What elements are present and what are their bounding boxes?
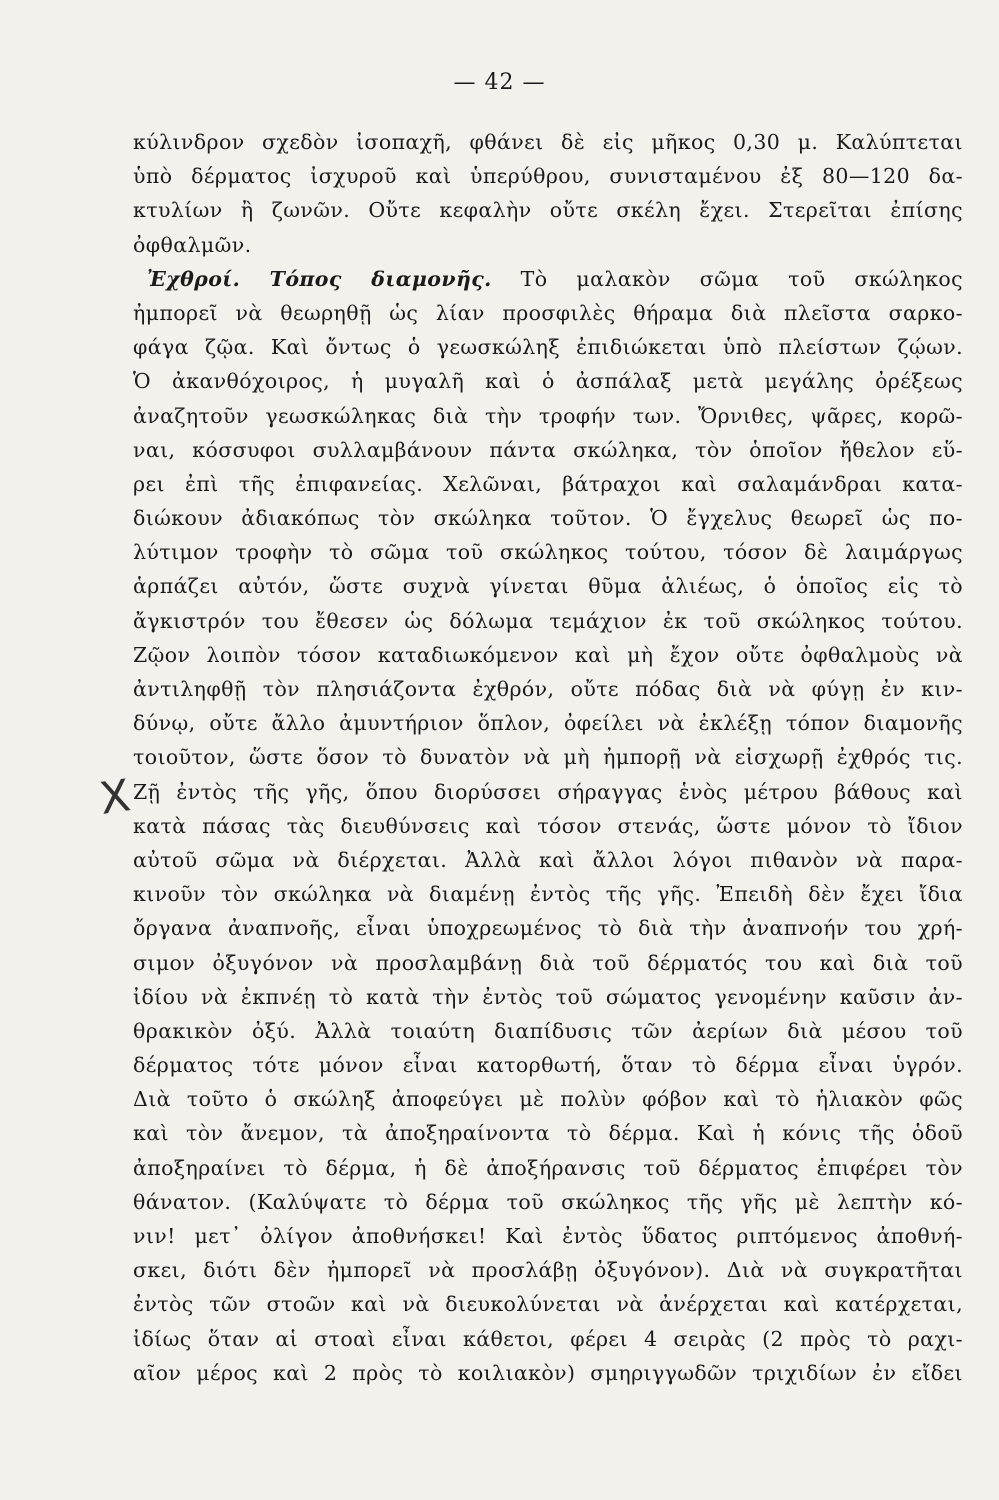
- section-heading-line: [133, 262, 963, 296]
- text-line: κατὰ πάσας τὰς διευθύνσεις καὶ τόσον στενάς, ὥστε μόνον τὸ ἴδιον: [133, 813, 963, 838]
- section-heading: Ἐχθροί. Τόπος διαμονῆς.: [147, 266, 492, 291]
- text-line: Ζῷον λοιπὸν τόσον καταδιωκόμενον καὶ μὴ ἔχον οὔτε ὀφθαλμοὺς νὰ: [133, 642, 963, 667]
- text-line: σιμον ὀξυγόνον νὰ προσλαμβάνῃ διὰ τοῦ δέρματός του καὶ διὰ τοῦ: [133, 950, 963, 975]
- text-line: νιν! μετ᾽ ὀλίγον ἀποθνήσκει! Καὶ ἐντὸς ὕδατος ριπτόμενος ἀποθνή-: [133, 1224, 963, 1248]
- margin-pencil-mark: X: [96, 770, 134, 825]
- text-line: κύλινδρον σχεδὸν ἰσοπαχῆ, φθάνει δὲ εἰς μῆκος 0,30 μ. Καλύπτεται: [133, 130, 963, 154]
- text-line: ἀναζητοῦν γεωσκώληκας διὰ τὴν τροφήν των. Ὄρνιθες, ψᾶρες, κορῶ-: [133, 403, 963, 428]
- text-line: ἀντιληφθῇ τὸν πλησιάζοντα ἐχθρόν, οὔτε πόδας διὰ νὰ φύγῃ ἐν κιν-: [133, 677, 963, 701]
- text-line: ὑπὸ δέρματος ἰσχυροῦ καὶ ὑπερύθρου, συνισταμένου ἐξ 80—120 δα-: [133, 164, 963, 189]
- heading-line-text: Τὸ μαλακὸν σῶμα τοῦ σκώληκος: [491, 266, 963, 291]
- text-line: κτυλίων ἢ ζωνῶν. Οὔτε κεφαλὴν οὔτε σκέλη ἔχει. Στερεῖται ἐπίσης: [133, 198, 963, 223]
- text-line: Ζῇ ἐντὸς τῆς γῆς, ὅπου διορύσσει σήραγγας ἑνὸς μέτρου βάθους καὶ: [133, 779, 963, 804]
- text-line: Ὁ ἀκανθόχοιρος, ἡ μυγαλῆ καὶ ὁ ἀσπάλαξ μετὰ μεγάλης ὀρέξεως: [133, 369, 963, 394]
- text-line: δέρματος τότε μόνον εἶναι κατορθωτή, ὅταν τὸ δέρμα εἶναι ὑγρόν.: [133, 1053, 963, 1078]
- text-line: διώκουν ἀδιακόπως τὸν σκώληκα τοῦτον. Ὁ ἔγχελυς θεωρεῖ ὡς πο-: [133, 506, 963, 531]
- text-line: φάγα ζῷα. Καὶ ὄντως ὁ γεωσκώληξ ἐπιδιώκεται ὑπὸ πλείστων ζῴων.: [133, 335, 963, 360]
- text-line: θρακικὸν ὀξύ. Ἀλλὰ τοιαύτη διαπίδυσις τῶν ἀερίων διὰ μέσου τοῦ: [133, 1018, 963, 1043]
- page-number: — 42 —: [453, 70, 546, 95]
- text-line: ἁρπάζει αὐτόν, ὥστε συχνὰ γίνεται θῦμα ἁλιέως, ὁ ὁποῖος εἰς τὸ: [133, 574, 963, 599]
- text-line: ἰδίως ὅταν αἱ στοαὶ εἶναι κάθετοι, φέρει 4 σειρὰς (2 πρὸς τὸ ραχι-: [133, 1326, 963, 1351]
- text-line: καὶ τὸν ἄνεμον, τὰ ἀποξηραίνοντα τὸ δέρμα. Καὶ ἡ κόνις τῆς ὁδοῦ: [133, 1121, 963, 1146]
- text-line: ἠμπορεῖ νὰ θεωρηθῇ ὡς λίαν προσφιλὲς θήραμα διὰ πλεῖστα σαρκο-: [133, 300, 963, 325]
- text-line: αῖον μέρος καὶ 2 πρὸς τὸ κοιλιακὸν) σμηριγγωδῶν τριχιδίων ἐν εἴδει: [133, 1360, 963, 1385]
- text-line: ἐντὸς τῶν στοῶν καὶ νὰ διευκολύνεται νὰ ἀνέρχεται καὶ κατέρχεται,: [133, 1292, 963, 1317]
- text-line: ναι, κόσσυφοι συλλαμβάνουν πάντα σκώληκα, τὸν ὁποῖον ἤθελον εὕ-: [133, 437, 963, 462]
- text-line: ἄγκιστρόν του ἔθεσεν ὡς δόλωμα τεμάχιον ἐκ τοῦ σκώληκος τούτου.: [133, 608, 963, 633]
- text-line: θάνατον. (Καλύψατε τὸ δέρμα τοῦ σκώληκος τῆς γῆς μὲ λεπτὴν κό-: [133, 1189, 963, 1214]
- text-line: ἀποξηραίνει τὸ δέρμα, ἡ δὲ ἀποξήρανσις τοῦ δέρματος ἐπιφέρει τὸν: [133, 1155, 963, 1180]
- text-line: λύτιμον τροφὴν τὸ σῶμα τοῦ σκώληκος τούτου, τόσον δὲ λαιμάργως: [133, 540, 963, 565]
- text-line: ὀφθαλμῶν.: [133, 232, 252, 257]
- body-text: [133, 125, 963, 1390]
- text-line: κινοῦν τὸν σκώληκα νὰ διαμένῃ ἐντὸς τῆς γῆς. Ἐπειδὴ δὲν ἔχει ἴδια: [133, 882, 963, 907]
- text-line: ρει ἐπὶ τῆς ἐπιφανείας. Χελῶναι, βάτραχοι καὶ σαλαμάνδραι κατα-: [133, 471, 963, 496]
- text-line: ὄργανα ἀναπνοῆς, εἶναι ὑποχρεωμένος τὸ διὰ τὴν ἀναπνοήν του χρή-: [133, 916, 963, 941]
- text-line: τοιοῦτον, ὥστε ὅσον τὸ δυνατὸν νὰ μὴ ἠμπορῇ νὰ εἰσχωρῇ ἐχθρός τις.: [133, 745, 963, 770]
- text-line: αὐτοῦ σῶμα νὰ διέρχεται. Ἀλλὰ καὶ ἄλλοι λόγοι πιθανὸν νὰ παρα-: [133, 847, 963, 872]
- text-line: ἰδίου νὰ ἐκπνέῃ τὸ κατὰ τὴν ἐντὸς τοῦ σώματος γενομένην καῦσιν ἀν-: [133, 984, 963, 1009]
- text-line: δύνῳ, οὔτε ἄλλο ἀμυντήριον ὅπλον, ὀφείλει νὰ ἐκλέξῃ τόπον διαμονῆς: [133, 711, 963, 736]
- text-line: σκει, διότι δὲν ἠμπορεῖ νὰ προσλάβῃ ὀξυγόνον). Διὰ νὰ συγκρατῆται: [133, 1258, 963, 1283]
- text-line: Διὰ τοῦτο ὁ σκώληξ ἀποφεύγει μὲ πολὺν φόβον καὶ τὸ ἡλιακὸν φῶς: [133, 1087, 963, 1112]
